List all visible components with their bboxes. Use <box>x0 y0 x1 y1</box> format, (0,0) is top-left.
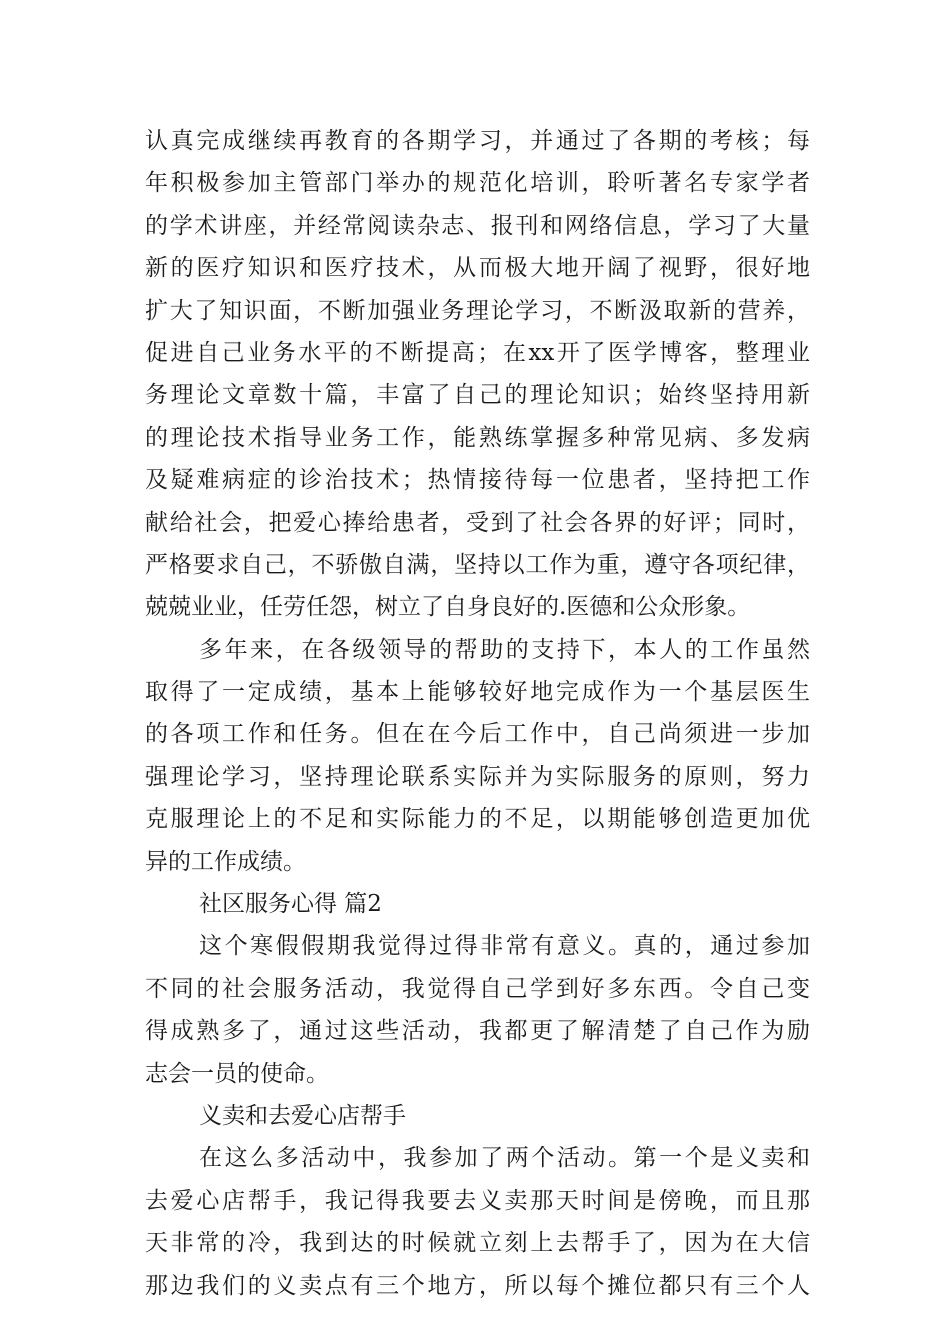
text-line: 兢兢业业，任劳任怨，树立了自身良好的.医德和公众形象。 <box>145 594 751 621</box>
text-line: 克服理论上的不足和实际能力的不足，以期能够创造更加优 <box>145 806 810 833</box>
text-line: 异的工作成绩。 <box>145 848 306 875</box>
text-line: 扩大了知识面，不断加强业务理论学习，不断汲取新的营养， <box>145 297 810 324</box>
text-line: 多年来，在各级领导的帮助的支持下，本人的工作虽然 <box>199 636 810 663</box>
paragraph-continuation <box>145 120 810 629</box>
text-line: 的理论技术指导业务工作，能熟练掌握多种常见病、多发病 <box>145 424 810 451</box>
text-line: 的学术讲座，并经常阅读杂志、报刊和网络信息，学习了大量 <box>145 212 810 239</box>
text-line: 不同的社会服务活动，我觉得自己学到好多东西。令自己变 <box>145 975 810 1002</box>
text-line: 天非常的冷，我到达的时候就立刻上去帮手了，因为在大信 <box>145 1230 810 1257</box>
text-line: 的各项工作和任务。但在在今后工作中，自己尚须进一步加 <box>145 721 810 748</box>
section-heading <box>145 883 810 925</box>
section-title: 社区服务心得 篇2 <box>199 891 382 918</box>
text-line: 得成熟多了，通过这些活动，我都更了解清楚了自己作为励 <box>145 1018 810 1045</box>
text-line: 志会一员的使命。 <box>145 1060 329 1087</box>
text-line: 取得了一定成绩，基本上能够较好地完成作为一个基层医生 <box>145 679 810 706</box>
paragraph-summary <box>145 629 810 883</box>
text-line: 务理论文章数十篇，丰富了自己的理论知识；始终坚持用新 <box>145 382 810 409</box>
text-line: 在这么多活动中，我参加了两个活动。第一个是义卖和 <box>199 1145 810 1172</box>
text-line: 年积极参加主管部门举办的规范化培训，聆听著名专家学者 <box>145 170 810 197</box>
text-line: 献给社会，把爱心捧给患者，受到了社会各界的好评；同时， <box>145 509 810 536</box>
text-line: 去爱心店帮手，我记得我要去义卖那天时间是傍晚，而且那 <box>145 1187 810 1214</box>
document-body <box>145 120 810 1307</box>
text-line: 这个寒假假期我觉得过得非常有意义。真的，通过参加 <box>199 933 810 960</box>
text-line: 促进自己业务水平的不断提高；在xx开了医学博客，整理业 <box>145 339 810 366</box>
paragraph-intro <box>145 925 810 1095</box>
text-line: 那边我们的义卖点有三个地方，所以每个摊位都只有三个人 <box>145 1272 810 1299</box>
subsection-title: 义卖和去爱心店帮手 <box>199 1102 406 1129</box>
text-line: 新的医疗知识和医疗技术，从而极大地开阔了视野，很好地 <box>145 255 810 282</box>
text-line: 认真完成继续再教育的各期学习，并通过了各期的考核；每 <box>145 128 810 154</box>
text-line: 强理论学习，坚持理论联系实际并为实际服务的原则，努力 <box>145 763 810 790</box>
paragraph-activity <box>145 1137 810 1307</box>
text-line: 严格要求自己，不骄傲自满，坚持以工作为重，遵守各项纪律， <box>145 551 810 578</box>
text-line: 及疑难病症的诊治技术；热情接待每一位患者，坚持把工作 <box>145 467 810 494</box>
subsection-heading <box>145 1095 810 1137</box>
